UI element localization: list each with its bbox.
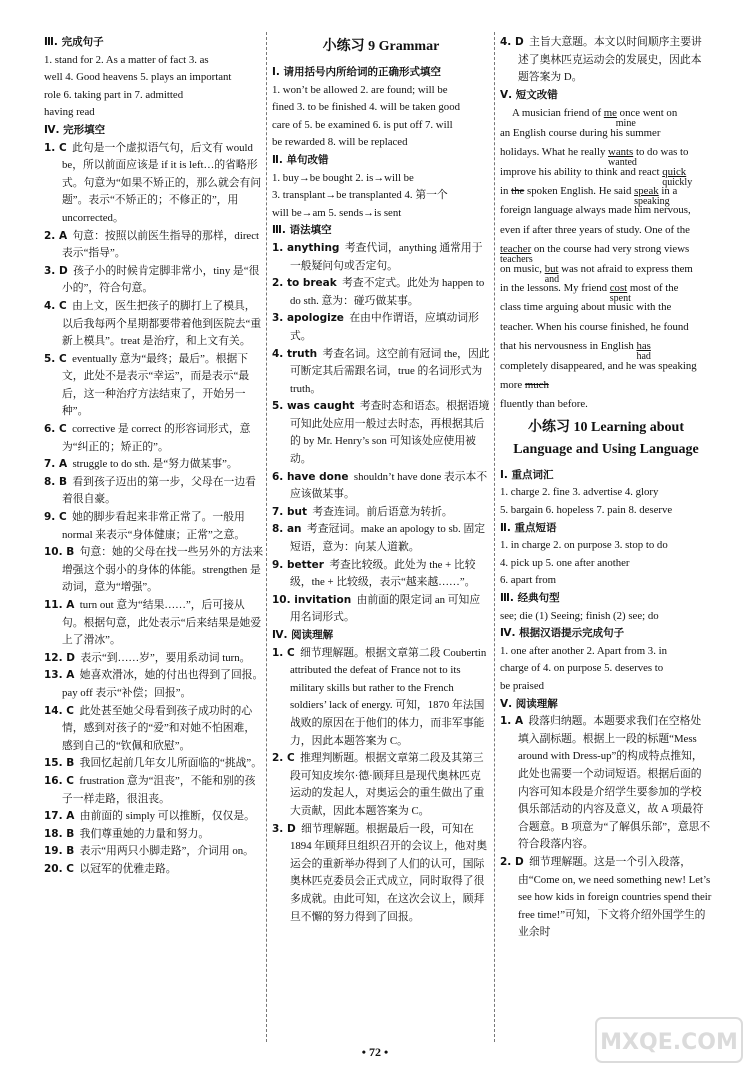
error-word: me [603,107,617,120]
answer-text: 考查冠词。make an apology to sb. 固定短语，意为：向某人道歉。 [290,523,486,554]
answer-item [44,826,264,844]
answer-number: 3. apologize [272,312,344,325]
answer-text: 由前面的 simply 可以推断，仅仅是。 [79,810,255,823]
answer-text: 考查名词。这空前有冠词 the，因此可断定其后需跟名词，true 的名词形式为 truth。 [290,347,490,395]
answer-item [44,298,264,351]
answer-line: well 4. Good heavens 5. plays an important [44,71,232,84]
correction-word: mine [615,118,636,130]
column-divider-2 [494,32,495,1042]
answer-line: be rewarded 8. will be replaced [272,136,408,149]
answer-number: 8. an [272,523,302,536]
answer-text: turn out 意为“结果……”，后可接从句。根据句意，此处表示“后来结果是她爱上了滑冰”。 [62,599,262,647]
exercise-title: 小练习 9 Grammar [322,39,440,54]
answer-number: 1. A [500,715,524,728]
answer-line: 1. charge 2. fine 3. advertise 4. glory [500,486,659,499]
answer-number: 3. D [44,264,68,277]
answer-number: 2. D [500,855,524,868]
section-title: Ⅱ. 重点短语 [500,521,557,534]
answer-item [44,544,264,597]
error-word: has [636,340,651,353]
svg-text:MXQE.COM: MXQE.COM [600,1030,738,1055]
answer-text: 段落归纳题。本题要求我们在空格处填入副标题。根据上一段的标题“Mess around with Dress-up”的构成特点推知，此处也需要一个动词短语。根据后面的内容可知本段是介绍学生要参加的学校俱乐部活动的内容及意义，故 A 项最符合题意。B 项意为“了解俱乐部”，意思不符合段落内容。 [518,715,711,851]
answer-text: 句意：按照以前医生指导的那样，direct 表示“指导”。 [62,229,260,260]
error-word: wants [608,146,634,159]
section-title: Ⅰ. 请用括号内所给词的正确形式填空 [272,66,442,78]
answer-line: role 6. taking part in 7. admitted [44,88,184,101]
answer-line: charge of 4. on purpose 5. deserves to [500,662,664,675]
section-title: Ⅳ. 阅读理解 [272,629,334,641]
answer-number: 20. C [44,862,74,875]
answer-text: 推理判断题。根据文章第二段及其第三段可知皮埃尔·德·顾拜旦是现代奥林匹克运动的发起人，对奥运会的重生做出了重大贡献，因此本题答案为 C。 [290,752,485,817]
answer-number: 19. B [44,845,75,858]
answer-item [272,398,490,468]
answer-text: 细节理解题。根据最后一段，可知在 1894 年顾拜旦组织召开的会议上，他对奥运会的重新举办得到了人们的认可，国际奥林匹克委员会正式成立，同时取得了很多成就。由此可知，在这次会议上，顾拜旦不懈的努力得到了回报。 [290,822,488,923]
answer-number: 10. invitation [272,593,352,606]
correction-word: speaking [634,196,670,207]
answer-item [44,597,264,650]
answer-line: 3. transplant→be transplanted 4. 第一个 [272,189,448,202]
answer-item [272,821,490,927]
column-divider-1 [266,32,267,1042]
answer-item [44,843,264,861]
answer-line: 1. buy→be bought 2. is→will be [272,171,414,184]
answer-item [272,750,490,820]
passage-line: foreign language always made him nervous, [500,204,691,217]
section-title: Ⅲ. 语法填空 [272,224,332,237]
right-column [500,34,712,942]
answer-text: 句意：她的父母在找一些另外的方法来增强这个弱小的身体的体能。strengthen 是动词，意为“增强”。 [62,546,264,594]
answer-number: 14. C [44,704,74,717]
left-column [44,34,264,879]
answer-item [44,667,264,702]
answer-item [44,140,264,228]
answer-text: 此处甚至她父母看到孩子成功时的心情，感到对孩子的“爱”和对她不怕困难，感到自己的“钦佩和欣慰”。 [62,704,256,752]
answer-number: 4. truth [272,347,318,360]
page-number: • 72 • [361,1045,389,1059]
answer-item [44,263,264,298]
error-word: teacher [500,243,532,256]
answer-number: 1. C [44,141,67,154]
answer-line: will be→am 5. sends→is sent [272,206,402,219]
answer-line: 5. bargain 6. hopeless 7. pain 8. deserve [500,504,673,517]
answer-text: 考查连词。前后语意为转折。 [312,505,453,518]
section-title: Ⅱ. 单句改错 [272,153,329,166]
answer-text: 表示“用两只小脚走路”，介词用 on。 [79,845,254,858]
answer-number: 10. B [44,546,75,559]
answer-text: corrective 是 correct 的形容词形式，意为“纠正的；矫正的”。 [62,423,251,453]
reading-answers [272,645,490,927]
passage-line: teacher. When his course finished, he found [500,320,689,333]
answer-text: eventually 意为“最终；最后”。根据下文，此处不是表示“幸运”，而是表示“最后，这一种治疗方法结束了，开始另一种”。 [62,352,250,418]
answer-item [500,34,712,87]
answer-text: frustration 意为“沮丧”，不能和别的孩子一样走路，很沮丧。 [62,774,256,805]
answer-text: 孩子小的时候肯定脚非常小，tiny 是“很小的”，符合句意。 [62,264,260,295]
answer-number: 3. D [272,822,296,835]
answer-text: 由前面的限定词 an 可知应用名词形式。 [290,593,481,624]
answer-text: 表示“到……岁”，要用系动词 turn。 [80,651,251,664]
answer-item [44,755,264,773]
error-word: quick [662,165,687,178]
passage-line: fluently than before. [500,398,588,411]
answer-item [272,346,490,399]
correction-word: spent [609,293,631,305]
answer-line: 1. in charge 2. on purpose 3. stop to do [500,539,668,552]
answer-item [44,351,264,421]
deleted-word: the [511,185,525,197]
answer-item [272,310,490,345]
correction-word: teachers [500,254,533,266]
error-word: cost [609,282,628,295]
answer-number: 7. A [44,458,68,471]
answer-text: 我回忆起前几年女儿所面临的“挑战”。 [79,757,263,770]
deleted-word: much [524,379,549,392]
answer-line: 4. pick up 5. one after another [500,556,630,569]
answer-number: 15. B [44,757,75,770]
answer-number: 4. D [500,36,524,48]
answer-number: 11. A [44,599,75,611]
answer-line: having read [44,106,95,119]
answer-item [44,773,264,808]
answer-number: 6. have done [272,470,349,483]
answer-text: struggle to do sth. 是“努力做某事”。 [72,458,238,471]
section-title: Ⅳ. 完形填空 [44,123,106,136]
answer-line: see; die (1) Seeing; finish (2) see; do [500,609,659,622]
passage-line: completely disappeared, and he was speaking [500,359,697,372]
answer-text: 细节理解题。根据文章第二段 Coubertin attributed the defeat of France not to its military skills but rather to the French soldiers’ lack of energy. 可知，1870 年法国战败的原因在于他们的体力，而非军事能力，因此本题答案为 C。 [290,646,487,747]
section-title: Ⅴ. 短文改错 [500,88,558,101]
answer-number: 5. C [44,352,67,365]
section-title: Ⅳ. 根据汉语提示完成句子 [500,627,625,640]
error-word: but [544,262,559,275]
answer-item [44,509,264,544]
answer-item [44,703,264,756]
exercise-title: 小练习 10 Learning about Language and Using Language [513,419,699,457]
answer-text: 她喜欢滑冰，她的付出也得到了回报。pay off 表示“补偿；回报”。 [62,669,264,699]
passage-line: even if after three years of study. One of the [500,223,690,236]
section-title: Ⅲ. 完成句子 [44,36,104,48]
section-title: Ⅴ. 阅读理解 [500,697,558,710]
answer-line: 1. one after another 2. Apart from 3. in [500,644,667,657]
grammar-fill-answers [272,240,490,627]
answer-item [500,713,712,854]
answer-text: 她的脚步看起来非常正常了。一般用 normal 来表示“身体健康；正常”之意。 [62,511,246,541]
correction-word: and [544,273,560,285]
watermark-logo [594,1016,744,1064]
answer-line: 1. won’t be allowed 2. are found; will be [272,83,448,96]
answer-line: fined 3. to be finished 4. will be taken good [272,101,461,114]
answer-number: 2. A [44,229,68,242]
answer-number: 12. D [44,651,75,664]
answer-item [500,854,712,942]
answer-number: 8. B [44,475,67,488]
answer-item [44,808,264,826]
answer-item [44,474,264,509]
answer-line: care of 5. be examined 6. is put off 7. will [272,118,453,131]
section-title: Ⅲ. 经典句型 [500,592,560,605]
answer-item [44,861,264,879]
section-title: Ⅰ. 重点词汇 [500,468,554,481]
error-correction-passage: A musician friend of me mine once went on an English course during his summer holidays. What he really wants wanted to do was to improve his ability to think and react quick quickly in the spoken English. He said speak speaking in a foreign language always made him nervous, even if after three years of study. One of the teacher teachers on the course had very strong views on music, but and was not afraid to express them in the lessons. My friend cost spent most of the class time arguing about music with the teacher. When his course finished, he found that his nervousness in English has had completely disappeared, and he was speaking more much fluently than before. [500,104,712,415]
middle-column [272,34,490,926]
answer-item [272,504,490,522]
answer-item [44,456,264,474]
answer-number: 18. B [44,827,75,840]
answer-text: 在由中作谓语，应填动词形式。 [290,312,479,342]
cloze-answers [44,140,264,879]
answer-item [272,592,490,627]
answer-text: 以冠军的优雅走路。 [79,862,177,875]
answer-item [272,275,490,310]
answer-text: 此句是一个虚拟语气句，后文有 would be，所以前面应该是 if it is left…的省略形式。句意为“如果不矫正的，那么就会有问题”。表示“不矫正的；不修正的”，用 uncorrected。 [62,141,262,224]
reading-answers [500,713,712,942]
passage-line: class time arguing about music with the [500,301,672,314]
answer-number: 9. better [272,558,324,571]
correction-word: quickly [662,176,693,188]
answer-text: 考查代词，anything 通常用于一般疑问句或否定句。 [290,241,483,272]
answer-line: 1. stand for 2. As a matter of fact 3. as [44,53,209,66]
answer-item [272,645,490,751]
answer-text: 看到孩子迈出的第一步，父母在一边看着很自豪。 [62,475,256,506]
answer-item [272,557,490,592]
complete-sentences-answers [44,52,264,122]
answer-text: 主旨大意题。本文以时间顺序主要讲述了奥林匹克运动会的发展史，因此本题答案为 D。 [518,36,702,84]
answer-number: 9. C [44,511,67,524]
answer-number: 4. C [44,299,67,312]
answer-text: shouldn’t have done 表示本不应该做某事。 [290,470,488,501]
answer-number: 16. C [44,774,74,787]
answer-number: 13. A [44,669,75,682]
answer-number: 2. C [272,752,295,765]
error-word: speak [634,185,659,197]
answer-line: 6. apart from [500,574,557,587]
answer-number: 1. C [272,646,295,659]
correction-word: wanted [608,157,637,169]
answer-text: 考查比较级。此处为 the + 比较级，the + 比较级，表示“越来越……”。 [290,558,476,589]
answer-text: 由上文，医生把孩子的脚打上了模具，以后我每两个星期都要带着他到医院去“重新上模具”。treat 是治疗，和上文有关。 [62,299,262,348]
answer-number: 6. C [44,423,67,436]
answer-number: 5. was caught [272,400,355,413]
answer-number: 17. A [44,810,75,823]
answer-item [272,521,490,556]
passage-line: an English course during his summer [500,126,661,139]
answer-item [44,650,264,668]
answer-number: 1. anything [272,241,340,254]
correction-word: had [636,351,651,363]
answer-item [272,469,490,504]
answer-item [44,421,264,456]
answer-text: 细节理解题。这是一个引入段落，由“Come on, we need something new! Let’s see how kids in foreign countries spend their free time!”可知，下文将介绍外国学生的业余时 [518,855,712,939]
answer-text: 考查时态和语态。根据语境可知此处应用一般过去时态，再根据其后的 by Mr. Henry’s son 可知该处应使用被动。 [290,400,490,466]
answer-text: 我们尊重她的力量和努力。 [79,827,210,840]
answer-item [44,228,264,263]
answer-text: 考查不定式。此处为 happen to do sth. 意为：碰巧做某事。 [290,277,485,307]
answer-item [272,240,490,275]
answer-number: 7. but [272,505,307,518]
answer-number: 2. to break [272,277,337,290]
answer-line: be praised [500,680,545,692]
